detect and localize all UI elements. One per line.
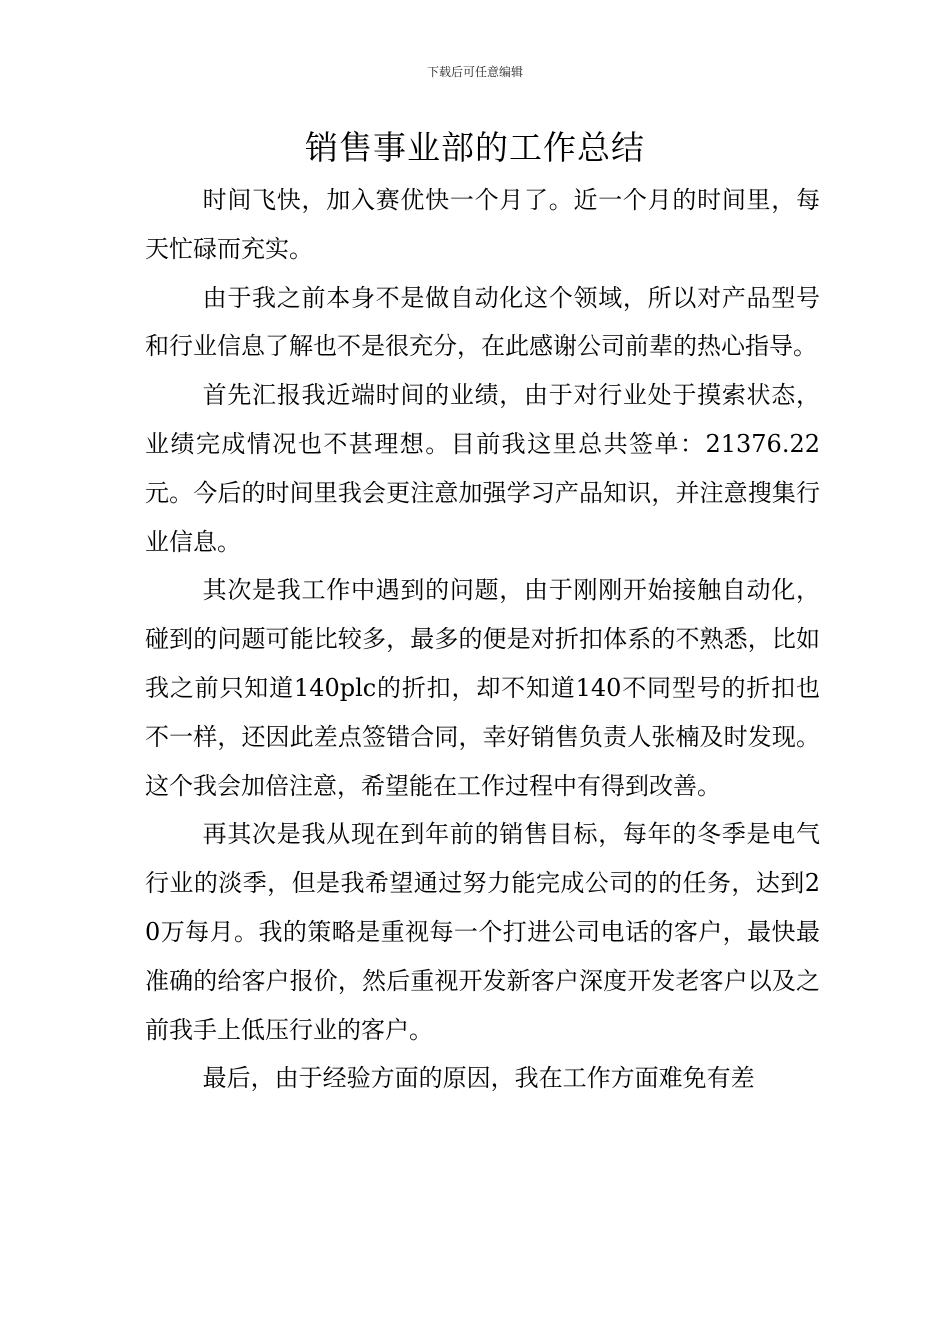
paragraph-background: 由于我之前本身不是做自动化这个领域，所以对产品型号和行业信息了解也不是很充分，在此感谢公司前辈的热心指导。 xyxy=(145,283,820,361)
document-body xyxy=(145,176,820,1103)
paragraph-sales-goal: 再其次是我从现在到年前的销售目标，每年的冬季是电气行业的淡季，但是我希望通过努力能完成公司的的任务，达到20万每月。我的策略是重视每一个打进公司电话的客户，最快最准确的给客户报价，然后重视开发新客户深度开发老客户以及之前我手上低压行业的客户。 xyxy=(145,820,820,1044)
paragraph-problems: 其次是我工作中遇到的问题，由于刚刚开始接触自动化，碰到的问题可能比较多，最多的便是对折扣体系的不熟悉，比如我之前只知道140plc的折扣，却不知道140不同型号的折扣也不一样，还因此差点签错合同，幸好销售负责人张楠及时发现。这个我会加倍注意，希望能在工作过程中有得到改善。 xyxy=(145,576,820,800)
paragraph-performance: 首先汇报我近端时间的业绩，由于对行业处于摸索状态，业绩完成情况也不甚理想。目前我这里总共签单：21376.22元。今后的时间里我会更注意加强学习产品知识，并注意搜集行业信息。 xyxy=(145,381,820,556)
paragraph-conclusion: 最后，由于经验方面的原因，我在工作方面难免有差 xyxy=(202,1064,755,1093)
paragraph-intro: 时间飞快，加入赛优快一个月了。近一个月的时间里，每天忙碌而充实。 xyxy=(145,186,820,263)
page-header-note: 下载后可任意编辑 xyxy=(426,65,523,79)
document-title: 销售事业部的工作总结 xyxy=(305,128,645,167)
